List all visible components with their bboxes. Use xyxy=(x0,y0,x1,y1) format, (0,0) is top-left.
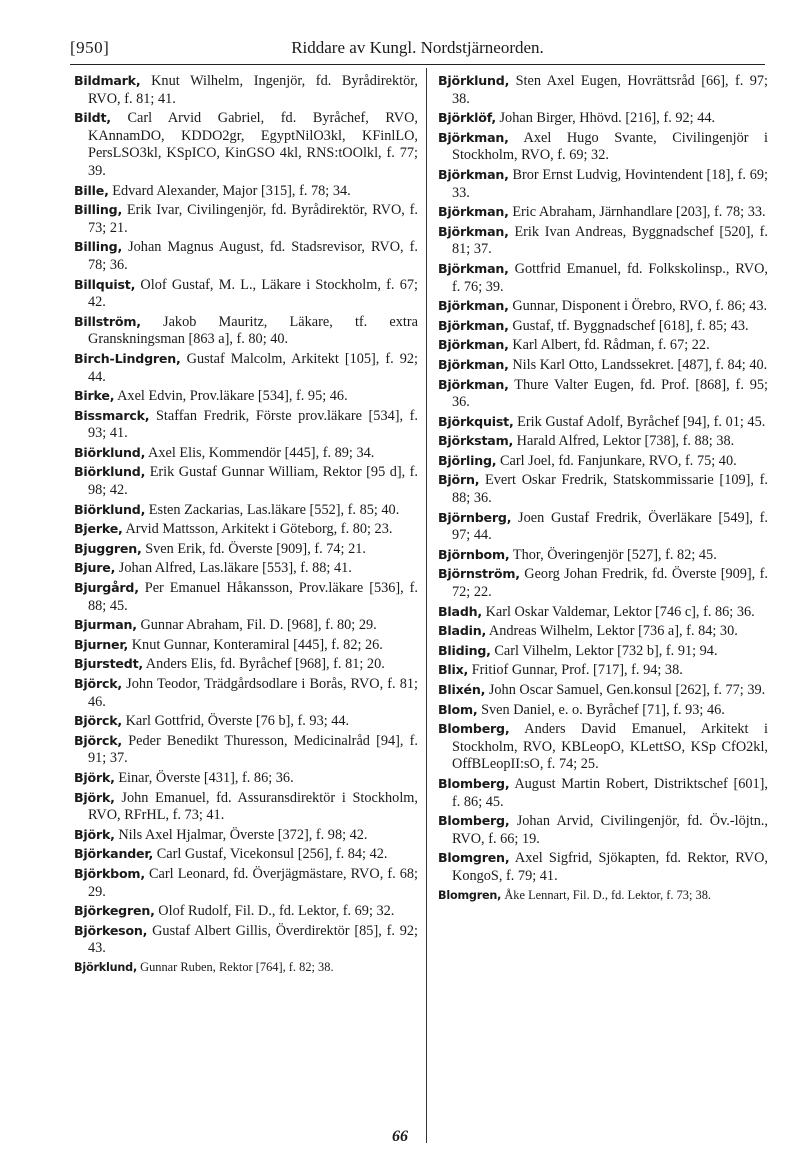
register-entry xyxy=(438,509,768,545)
register-entry xyxy=(74,72,418,108)
page-header xyxy=(70,38,765,62)
register-entry xyxy=(438,129,768,165)
entry-details: Gunnar Ruben, Rektor [764], f. 82; 38. xyxy=(140,959,334,974)
entry-surname: Blix, xyxy=(438,662,469,678)
register-entry xyxy=(74,675,418,711)
entry-details: Nils Karl Otto, Landssekret. [487], f. 84; 40. xyxy=(512,356,768,373)
register-entry xyxy=(438,317,768,336)
register-entry xyxy=(438,471,768,507)
entry-surname: Bildmark, xyxy=(74,73,141,88)
entry-details: Erik Gustaf Adolf, Byråchef [94], f. 01; 45. xyxy=(517,413,766,430)
register-entry xyxy=(438,887,768,905)
register-entry xyxy=(74,922,418,958)
entry-details: Johan Alfred, Las.läkare [553], f. 88; 41. xyxy=(118,560,352,577)
entry-details: Erik Gustaf Gunnar William, Rektor [95 d], f. 98; 42. xyxy=(88,464,418,499)
register-entry xyxy=(438,356,768,375)
register-entry xyxy=(74,201,418,237)
running-title: Riddare av Kungl. Nordstjärneorden. xyxy=(291,38,544,57)
entry-details: Carl Joel, fd. Fanjunkare, RVO, f. 75; 40. xyxy=(499,452,737,469)
entry-surname: Billquist, xyxy=(74,276,136,292)
entry-surname: Blomgren, xyxy=(438,850,510,866)
entry-surname: Bliding, xyxy=(438,642,491,658)
entry-surname: Björkbom, xyxy=(74,865,145,881)
entry-surname: Björnström, xyxy=(438,566,520,582)
entry-surname: Bjurner, xyxy=(74,636,129,652)
entry-surname: Björklund, xyxy=(74,960,138,974)
register-entry xyxy=(74,902,418,921)
register-entry xyxy=(74,520,418,539)
entry-details: Johan Magnus August, fd. Stadsrevisor, RVO, f. 78; 36. xyxy=(88,239,419,273)
entry-details: Johan Birger, Hhövd. [216], f. 92; 44. xyxy=(499,110,716,127)
entry-details: Evert Oskar Fredrik, Statskommissarie [109], f. 88; 36. xyxy=(452,472,769,507)
entry-details: Karl Gottfrid, Överste [76 b], f. 93; 44. xyxy=(125,713,350,730)
entry-details: Gustaf Albert Gillis, Överdirektör [85], f. 92; 43. xyxy=(88,922,419,957)
register-entry xyxy=(438,72,768,108)
register-entry xyxy=(74,636,418,655)
entry-details: Karl Albert, fd. Rådman, f. 67; 22. xyxy=(512,337,710,354)
register-entry xyxy=(74,238,418,274)
entry-details: Gustaf, tf. Byggnadschef [618], f. 85; 43. xyxy=(512,317,749,334)
register-entry xyxy=(438,203,768,222)
register-entry xyxy=(438,565,768,601)
entry-details: Fritiof Gunnar, Prof. [717], f. 94; 38. xyxy=(471,662,683,679)
register-entry xyxy=(74,959,418,977)
entry-surname: Björklund, xyxy=(438,73,510,88)
right-column xyxy=(438,72,768,905)
register-entry xyxy=(438,336,768,355)
register-entry xyxy=(438,720,768,774)
footer-page-number: 66 xyxy=(392,1128,408,1145)
entry-details: Erik Ivar, Civilingenjör, fd. Byrådirektör, RVO, f. 73; 21. xyxy=(88,202,419,236)
register-entry xyxy=(438,775,768,811)
entry-surname: Billing, xyxy=(74,202,123,218)
entry-details: John Oscar Samuel, Gen.konsul [262], f. 77; 39. xyxy=(488,682,766,698)
register-entry xyxy=(438,260,768,296)
entry-surname: Blomberg, xyxy=(438,775,510,791)
entry-surname: Bille, xyxy=(74,182,109,198)
register-entry xyxy=(74,845,418,864)
entry-details: Joen Gustaf Fredrik, Överläkare [549], f. 97; 44. xyxy=(452,509,769,544)
entry-surname: Björkman, xyxy=(438,223,509,239)
register-entry xyxy=(74,769,418,788)
register-entry xyxy=(74,444,418,463)
entry-surname: Björck, xyxy=(74,713,123,729)
entry-details: Thure Valter Eugen, fd. Prof. [868], f. 95; 36. xyxy=(452,376,768,411)
entry-surname: Björkman, xyxy=(438,166,509,182)
entry-details: Sven Erik, fd. Överste [909], f. 74; 21. xyxy=(145,540,366,557)
entry-details: Sten Axel Eugen, Hovrättsråd [66], f. 97; 38. xyxy=(452,73,769,107)
entry-surname: Björkstam, xyxy=(438,433,514,449)
entry-details: Anders Elis, fd. Byråchef [968], f. 81; 20. xyxy=(145,656,385,673)
entry-surname: Björkegren, xyxy=(74,903,155,919)
entry-surname: Billström, xyxy=(74,313,141,329)
entry-surname: Björklöf, xyxy=(438,110,496,126)
register-entry xyxy=(74,109,418,180)
entry-details: Carl Gustaf, Vicekonsul [256], f. 84; 42. xyxy=(156,846,388,863)
register-entry xyxy=(438,812,768,848)
register-entry xyxy=(438,109,768,128)
entry-surname: Bjurman, xyxy=(74,617,137,633)
register-entry xyxy=(74,407,418,443)
entry-surname: Billing, xyxy=(74,239,123,255)
entry-details: Staffan Fredrik, Förste prov.läkare [534], f. 93; 41. xyxy=(88,407,418,442)
entry-surname: Bjurstedt, xyxy=(74,656,143,672)
entry-details: Johan Arvid, Civilingenjör, fd. Öv.-löjtn., RVO, f. 66; 19. xyxy=(452,813,769,847)
entry-details: Edvard Alexander, Major [315], f. 78; 34. xyxy=(112,182,351,199)
entry-surname: Bjurgård, xyxy=(74,580,139,596)
entry-surname: Björkman, xyxy=(438,356,509,372)
header-rule xyxy=(70,64,765,65)
register-entry xyxy=(438,413,768,432)
register-entry xyxy=(438,452,768,471)
register-entry xyxy=(438,297,768,316)
register-entry xyxy=(438,701,768,720)
entry-details: Anders David Emanuel, Arkitekt i Stockholm, RVO, KBLeopO, KLettSO, KSp CfO2kl, OffBLeopII:sO, f. 74; 25. xyxy=(452,721,768,773)
entry-surname: Björkander, xyxy=(74,846,154,862)
entry-surname: Björkman, xyxy=(438,129,509,145)
entry-surname: Bissmarck, xyxy=(74,407,150,423)
entry-details: Åke Lennart, Fil. D., fd. Lektor, f. 73; 38. xyxy=(504,887,712,902)
entry-details: Harald Alfred, Lektor [738], f. 88; 38. xyxy=(516,433,735,450)
register-entry xyxy=(438,546,768,565)
entry-surname: Björk, xyxy=(74,769,115,785)
entry-details: Knut Wilhelm, Ingenjör, fd. Byrådirektör, RVO, f. 81; 41. xyxy=(88,73,418,107)
register-entry xyxy=(438,661,768,680)
entry-details: Nils Axel Hjalmar, Överste [372], f. 98; 42. xyxy=(118,826,368,843)
entry-details: Knut Gunnar, Konteramiral [445], f. 82; 26. xyxy=(131,636,383,653)
entry-details: Thor, Överingenjör [527], f. 82; 45. xyxy=(512,546,717,563)
entry-surname: Bildt, xyxy=(74,110,111,126)
entry-details: Esten Zackarias, Las.läkare [552], f. 85; 40. xyxy=(148,501,400,518)
register-entry xyxy=(74,579,418,615)
entry-details: Per Emanuel Håkansson, Prov.läkare [536], f. 88; 45. xyxy=(88,580,418,614)
entry-details: John Emanuel, fd. Assuransdirektör i Stockholm, RVO, RFrHL, f. 73; 41. xyxy=(88,789,418,824)
entry-details: Axel Hugo Svante, Civilingenjör i Stockholm, RVO, f. 69; 32. xyxy=(452,129,769,164)
entry-surname: Blom, xyxy=(438,701,478,717)
entry-details: Axel Elis, Kommendör [445], f. 89; 34. xyxy=(148,444,375,461)
entry-surname: Biörklund, xyxy=(74,444,146,460)
entry-details: Erik Ivan Andreas, Byggnadschef [520], f. 81; 37. xyxy=(452,223,769,258)
entry-details: Gustaf Malcolm, Arkitekt [105], f. 92; 44. xyxy=(88,350,418,385)
entry-surname: Biörklund, xyxy=(74,464,146,480)
entry-surname: Björnbom, xyxy=(438,546,510,562)
entry-surname: Björkman, xyxy=(438,317,509,333)
entry-details: Karl Oskar Valdemar, Lektor [746 c], f. 86; 36. xyxy=(485,603,755,620)
entry-surname: Björling, xyxy=(438,452,497,468)
register-entry xyxy=(74,540,418,559)
register-entry xyxy=(438,166,768,202)
register-entry xyxy=(438,681,768,700)
entry-details: John Teodor, Trädgårdsodlare i Borås, RVO, f. 81; 46. xyxy=(88,676,418,710)
entry-surname: Björkman, xyxy=(438,337,509,353)
register-entry xyxy=(74,616,418,635)
register-entry xyxy=(438,223,768,259)
entry-details: Andreas Wilhelm, Lektor [736 a], f. 84; 30. xyxy=(488,623,738,640)
register-entry xyxy=(74,350,418,386)
register-entry xyxy=(74,559,418,578)
entry-details: Olof Gustaf, M. L., Läkare i Stockholm, f. 67; 42. xyxy=(88,276,419,311)
register-entry xyxy=(74,501,418,520)
entry-surname: Björck, xyxy=(74,676,123,691)
entry-details: Olof Rudolf, Fil. D., fd. Lektor, f. 69; 32. xyxy=(158,903,395,920)
entry-surname: Blomberg, xyxy=(438,721,510,737)
entry-details: Arvid Mattsson, Arkitekt i Göteborg, f. 80; 23. xyxy=(125,521,393,538)
register-entry xyxy=(74,463,418,499)
entry-details: Sven Daniel, e. o. Byråchef [71], f. 93; 46. xyxy=(481,701,725,718)
register-entry xyxy=(74,732,418,768)
register-entry xyxy=(74,789,418,825)
entry-details: Gunnar Abraham, Fil. D. [968], f. 80; 29. xyxy=(140,617,377,634)
entry-details: Einar, Överste [431], f. 86; 36. xyxy=(118,769,294,786)
register-entry xyxy=(74,387,418,406)
entry-surname: Björk, xyxy=(74,789,115,805)
entry-details: Carl Arvid Gabriel, fd. Byråchef, RVO, KAnnamDO, KDDO2gr, EgyptNilO3kl, KFinlLO, PersLSO3kl, KSpICO, KinGSO 4kl, RNS:tOOlkl, f. 77; 39. xyxy=(88,110,418,179)
register-entry xyxy=(74,865,418,901)
register-entry xyxy=(438,622,768,641)
entry-surname: Björnberg, xyxy=(438,509,512,525)
entry-details: Axel Edvin, Prov.läkare [534], f. 95; 46. xyxy=(117,388,348,405)
register-entry xyxy=(438,642,768,661)
register-entry xyxy=(74,655,418,674)
entry-surname: Björkeson, xyxy=(74,922,148,938)
left-column xyxy=(74,72,418,978)
register-entry xyxy=(74,826,418,845)
register-entry xyxy=(438,376,768,412)
entry-details: Peder Benedikt Thuresson, Medicinalråd [94], f. 91; 37. xyxy=(88,732,418,767)
entry-details: Gottfrid Emanuel, fd. Folkskolinsp., RVO, f. 76; 39. xyxy=(452,260,768,295)
entry-surname: Bladin, xyxy=(438,623,487,639)
entry-surname: Bjuggren, xyxy=(74,540,142,556)
entry-details: Georg Johan Fredrik, fd. Överste [909], f. 72; 22. xyxy=(452,566,768,601)
register-entry xyxy=(74,182,418,201)
entry-surname: Birke, xyxy=(74,388,115,404)
entry-surname: Björkman, xyxy=(438,298,509,314)
register-entry xyxy=(74,313,418,349)
entry-surname: Björck, xyxy=(74,732,123,748)
entry-surname: Björkman, xyxy=(438,204,509,220)
column-divider xyxy=(426,68,427,1143)
register-entry xyxy=(438,603,768,622)
register-entry xyxy=(438,849,768,885)
register-entry xyxy=(74,712,418,731)
register-entry xyxy=(438,432,768,451)
entry-surname: Björn, xyxy=(438,472,480,488)
bracketed-page-number: [950] xyxy=(70,38,110,57)
entry-surname: Blomgren, xyxy=(438,888,502,902)
entry-details: August Martin Robert, Distriktschef [601], f. 86; 45. xyxy=(452,775,768,810)
entry-surname: Björk, xyxy=(74,826,115,842)
entry-surname: Björkquist, xyxy=(438,413,514,429)
entry-details: Jakob Mauritz, Läkare, tf. extra Granskningsman [863 a], f. 80; 40. xyxy=(88,313,418,348)
register-entry xyxy=(74,276,418,312)
entry-surname: Birch-Lindgren, xyxy=(74,350,181,366)
entry-surname: Biörklund, xyxy=(74,501,146,517)
entry-surname: Björkman, xyxy=(438,260,509,276)
entry-surname: Björkman, xyxy=(438,376,509,392)
entry-details: Eric Abraham, Järnhandlare [203], f. 78; 33. xyxy=(512,204,766,221)
entry-surname: Blomberg, xyxy=(438,813,510,829)
entry-details: Axel Sigfrid, Sjökapten, fd. Rektor, RVO, KongoS, f. 79; 41. xyxy=(452,850,768,884)
entry-details: Gunnar, Disponent i Örebro, RVO, f. 86; 43. xyxy=(512,298,768,315)
entry-details: Carl Vilhelm, Lektor [732 b], f. 91; 94. xyxy=(494,642,718,659)
entry-surname: Bladh, xyxy=(438,603,482,619)
entry-surname: Blixén, xyxy=(438,682,486,697)
entry-surname: Bjure, xyxy=(74,560,116,576)
entry-details: Bror Ernst Ludvig, Hovintendent [18], f. 69; 33. xyxy=(452,166,768,201)
entry-surname: Bjerke, xyxy=(74,521,123,537)
entry-details: Carl Leonard, fd. Överjägmästare, RVO, f. 68; 29. xyxy=(88,865,419,900)
